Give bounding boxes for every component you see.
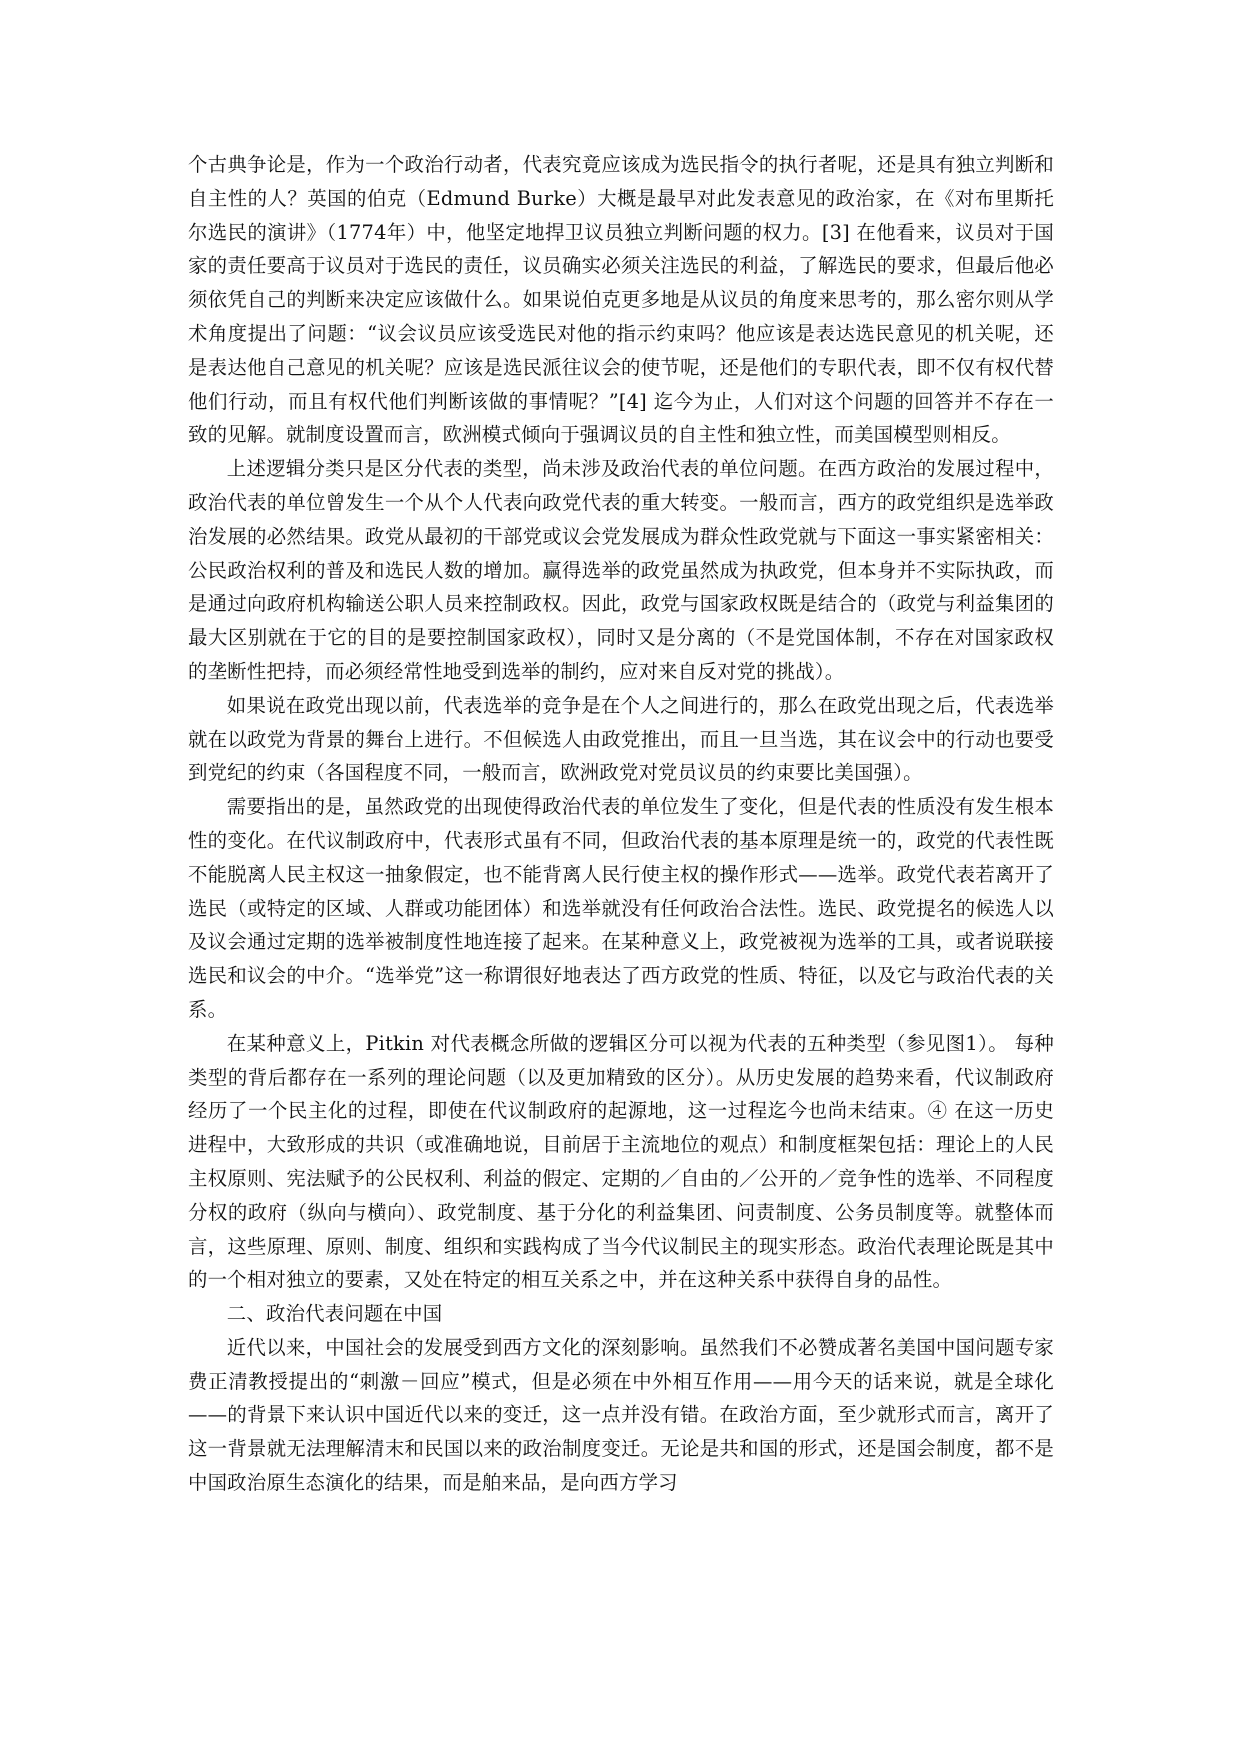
- paragraph-2: 上述逻辑分类只是区分代表的类型，尚未涉及政治代表的单位问题。在西方政治的发展过程中，政治代表的单位曾发生一个从个人代表向政党代表的重大转变。一般而言，西方的政党组织是选举政治发展的必然结果。政党从最初的干部党或议会党发展成为群众性政党就与下面这一事实紧密相关：公民政治权利的普及和选民人数的增加。赢得选举的政党虽然成为执政党，但本身并不实际执政，而是通过向政府机构输送公职人员来控制政权。因此，政党与国家政权既是结合的（政党与利益集团的最大区别就在于它的目的是要控制国家政权），同时又是分离的（不是党国体制，不存在对国家政权的垄断性把持，而必须经常性地受到选举的制约，应对来自反对党的挑战）。: [188, 457, 1054, 683]
- paragraph-4: 需要指出的是，虽然政党的出现使得政治代表的单位发生了变化，但是代表的性质没有发生根本性的变化。在代议制政府中，代表形式虽有不同，但政治代表的基本原理是统一的，政党的代表性既不能脱离人民主权这一抽象假定，也不能背离人民行使主权的操作形式——选举。政党代表若离开了选民（或特定的区域、人群或功能团体）和选举就没有任何政治合法性。选民、政党提名的候选人以及议会通过定期的选举被制度性地连接了起来。在某种意义上，政党被视为选举的工具，或者说联接选民和议会的中介。“选举党”这一称谓很好地表达了西方政党的性质、特征，以及它与政治代表的关系。: [188, 795, 1054, 1021]
- document-page: [188, 148, 1054, 1500]
- paragraph-3: 如果说在政党出现以前，代表选举的竞争是在个人之间进行的，那么在政党出现之后，代表选举就在以政党为背景的舞台上进行。不但候选人由政党推出，而且一旦当选，其在议会中的行动也要受到党纪的约束（各国程度不同，一般而言，欧洲政党对党员议员的约束要比美国强）。: [188, 693, 1054, 785]
- paragraph-1: 个古典争论是，作为一个政治行动者，代表究竟应该成为选民指令的执行者呢，还是具有独立判断和自主性的人？英国的伯克（Edmund Burke）大概是最早对此发表意见的政治家，在《对布里斯托尔选民的演讲》（1774年）中，他坚定地捍卫议员独立判断问题的权力。[3] 在他看来，议员对于国家的责任要高于议员对于选民的责任，议员确实必须关注选民的利益，了解选民的要求，但最后他必须依凭自己的判断来决定应该做什么。如果说伯克更多地是从议员的角度来思考的，那么密尔则从学术角度提出了问题：“议会议员应该受选民对他的指示约束吗？他应该是表达选民意见的机关呢，还是表达他自己意见的机关呢？应该是选民派往议会的使节呢，还是他们的专职代表，即不仅有权代替他们行动，而且有权代他们判断该做的事情呢？”[4] 迄今为止，人们对这个问题的回答并不存在一致的见解。就制度设置而言，欧洲模式倾向于强调议员的自主性和独立性，而美国模型则相反。: [188, 153, 1054, 447]
- paragraph-6: 近代以来，中国社会的发展受到西方文化的深刻影响。虽然我们不必赞成著名美国中国问题专家费正清教授提出的“刺激－回应”模式，但是必须在中外相互作用——用今天的话来说，就是全球化——的背景下来认识中国近代以来的变迁，这一点并没有错。在政治方面，至少就形式而言，离开了这一背景就无法理解清末和民国以来的政治制度变迁。无论是共和国的形式，还是国会制度，都不是中国政治原生态演化的结果，而是舶来品，是向西方学习: [188, 1335, 1054, 1495]
- paragraph-5: 在某种意义上，Pitkin 对代表概念所做的逻辑区分可以视为代表的五种类型（参见图1）。 每种类型的背后都存在一系列的理论问题（以及更加精致的区分）。从历史发展的趋势来看，代议制政府经历了一个民主化的过程，即使在代议制政府的起源地，这一过程迄今也尚未结束。④ 在这一历史进程中，大致形成的共识（或准确地说，目前居于主流地位的观点）和制度框架包括：理论上的人民主权原则、宪法赋予的公民权利、利益的假定、定期的／自由的／公开的／竞争性的选举、不同程度分权的政府（纵向与横向）、政党制度、基于分化的利益集团、问责制度、公务员制度等。就整体而言，这些原理、原则、制度、组织和实践构成了当今代议制民主的现实形态。政治代表理论既是其中的一个相对独立的要素，又处在特定的相互关系之中，并在这种关系中获得自身的品性。: [188, 1031, 1054, 1292]
- section-heading: 二、政治代表问题在中国: [226, 1302, 443, 1326]
